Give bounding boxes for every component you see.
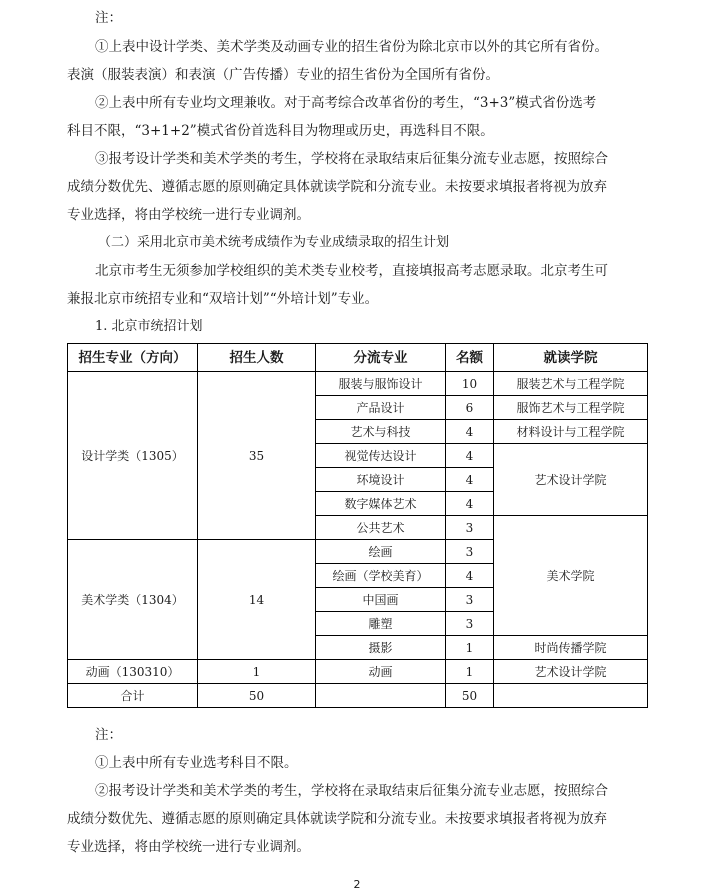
section-para-line2: 兼报北京市统招专业和“双培计划”“外培计划”专业。 — [67, 291, 379, 307]
total-label: 合计 — [68, 684, 198, 708]
college-cell: 艺术设计学院 — [494, 444, 648, 516]
sub-major-cell: 动画 — [316, 660, 446, 684]
note-top-item1-line2: 表演（服装表演）和表演（广告传播）专业的招生省份为全国所有省份。 — [67, 67, 499, 83]
header-quota: 名额 — [446, 344, 494, 372]
college-cell: 艺术设计学院 — [494, 660, 648, 684]
quota-cell: 4 — [446, 444, 494, 468]
quota-cell: 1 — [446, 660, 494, 684]
quota-cell: 10 — [446, 372, 494, 396]
note-top-item2-line2: 科目不限，“3+1+2”模式省份首选科目为物理或历史，再选科目不限。 — [67, 123, 494, 139]
college-cell: 时尚传播学院 — [494, 636, 648, 660]
sub-major-cell: 环境设计 — [316, 468, 446, 492]
header-sub-major: 分流专业 — [316, 344, 446, 372]
note-top-item3-line1: ③报考设计学类和美术学类的考生，学校将在录取结束后征集分流专业志愿，按照综合 — [95, 151, 608, 167]
quota-cell: 1 — [446, 636, 494, 660]
college-cell: 美术学院 — [494, 516, 648, 636]
total-college-empty — [494, 684, 648, 708]
quota-cell: 4 — [446, 420, 494, 444]
quota-cell: 4 — [446, 492, 494, 516]
sub-major-cell: 服装与服饰设计 — [316, 372, 446, 396]
college-cell: 材料设计与工程学院 — [494, 420, 648, 444]
header-college: 就读学院 — [494, 344, 648, 372]
quota-cell: 3 — [446, 612, 494, 636]
sub-major-cell: 数字媒体艺术 — [316, 492, 446, 516]
note-top-label: 注： — [95, 10, 122, 26]
total-sub-empty — [316, 684, 446, 708]
sub-major-cell: 公共艺术 — [316, 516, 446, 540]
sub-major-cell: 中国画 — [316, 588, 446, 612]
section-heading: （二）采用北京市美术统考成绩作为专业成绩录取的招生计划 — [98, 235, 450, 250]
group-major-design: 设计学类（1305） — [68, 372, 198, 540]
note-bottom-item2-line3: 专业选择，将由学校统一进行专业调剂。 — [67, 839, 310, 855]
table-row — [68, 372, 648, 396]
sub-major-cell: 摄影 — [316, 636, 446, 660]
quota-cell: 4 — [446, 564, 494, 588]
sub-major-cell: 产品设计 — [316, 396, 446, 420]
sub-major-cell: 绘画（学校美育） — [316, 564, 446, 588]
header-major: 招生专业（方向） — [68, 344, 198, 372]
page-number: 2 — [353, 878, 361, 891]
note-top-item3-line2: 成绩分数优先、遵循志愿的原则确定具体就读学院和分流专业。未按要求填报者将视为放弃 — [67, 179, 607, 195]
note-bottom-item1: ①上表中所有专业选考科目不限。 — [95, 755, 298, 771]
total-count: 50 — [198, 684, 316, 708]
section-para-line1: 北京市考生无须参加学校组织的美术类专业校考，直接填报高考志愿录取。北京考生可 — [95, 263, 608, 279]
note-top-item2-line1: ②上表中所有专业均文理兼收。对于高考综合改革省份的考生，“3+3”模式省份选考 — [95, 95, 597, 111]
note-bottom-item2-line1: ②报考设计学类和美术学类的考生，学校将在录取结束后征集分流专业志愿，按照综合 — [95, 783, 608, 799]
header-count: 招生人数 — [198, 344, 316, 372]
group-count-fine-arts: 14 — [198, 540, 316, 660]
sub-major-cell: 雕塑 — [316, 612, 446, 636]
note-bottom-label: 注： — [95, 727, 122, 743]
sub-major-cell: 视觉传达设计 — [316, 444, 446, 468]
note-top-item1-line1: ①上表中设计学类、美术学类及动画专业的招生省份为除北京市以外的其它所有省份。 — [95, 39, 608, 55]
quota-cell: 3 — [446, 588, 494, 612]
table-total-row — [68, 684, 648, 708]
quota-cell: 3 — [446, 516, 494, 540]
group-count-animation: 1 — [198, 660, 316, 684]
table-row — [68, 660, 648, 684]
sub-major-cell: 艺术与科技 — [316, 420, 446, 444]
note-bottom-item2-line2: 成绩分数优先、遵循志愿的原则确定具体就读学院和分流专业。未按要求填报者将视为放弃 — [67, 811, 607, 827]
group-count-design: 35 — [198, 372, 316, 540]
college-cell: 服饰艺术与工程学院 — [494, 396, 648, 420]
total-quota: 50 — [446, 684, 494, 708]
group-major-animation: 动画（130310） — [68, 660, 198, 684]
group-major-fine-arts: 美术学类（1304） — [68, 540, 198, 660]
section-subheading: 1. 北京市统招计划 — [95, 319, 203, 334]
quota-cell: 4 — [446, 468, 494, 492]
quota-cell: 6 — [446, 396, 494, 420]
sub-major-cell: 绘画 — [316, 540, 446, 564]
college-cell: 服装艺术与工程学院 — [494, 372, 648, 396]
table-header-row — [68, 344, 648, 372]
enrollment-plan-table — [67, 343, 648, 708]
quota-cell: 3 — [446, 540, 494, 564]
note-top-item3-line3: 专业选择，将由学校统一进行专业调剂。 — [67, 207, 310, 223]
